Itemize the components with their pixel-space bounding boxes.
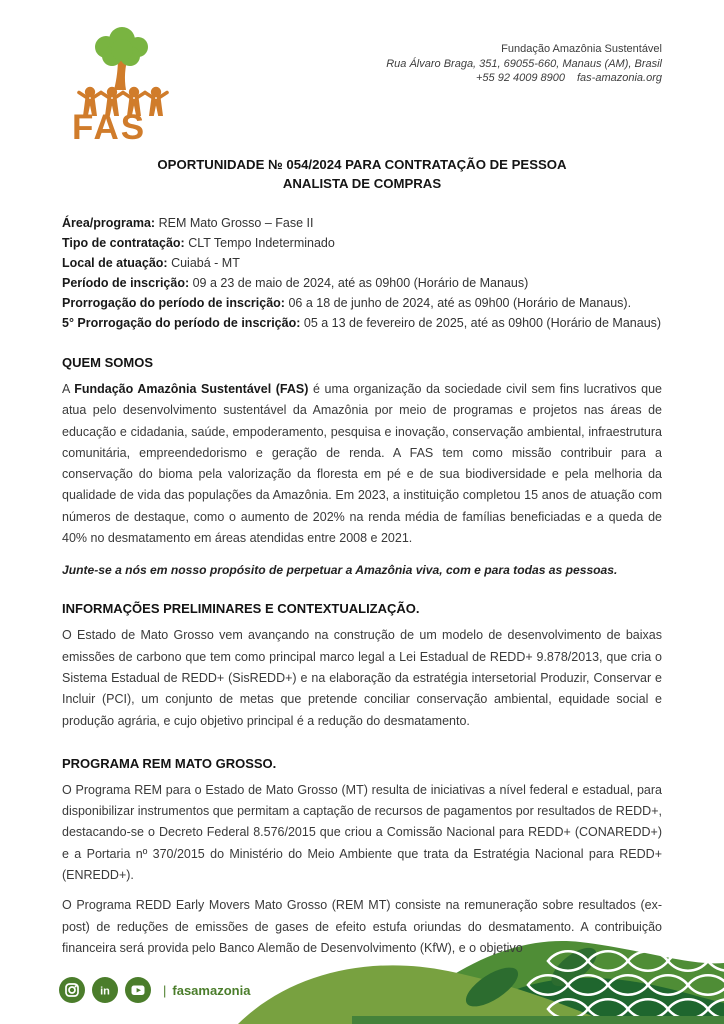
- fas-logo-icon: [62, 26, 180, 142]
- detail-value: REM Mato Grosso – Fase II: [158, 216, 314, 230]
- detail-row-prorrogacao-5: [62, 313, 662, 333]
- detail-row-prorrogacao: [62, 293, 662, 313]
- handle-divider: |: [163, 982, 167, 998]
- title-line-1: OPORTUNIDADE № 054/2024 PARA CONTRATAÇÃO DE PESSOA: [157, 157, 567, 172]
- paragraph-informacoes: O Estado de Mato Grosso vem avançando na construção de um modelo de desenvolvimento de baixas emissões de carbono que tem como principal marco legal a Lei Estadual de REDD+ 9.878/2013, que cria o Sistema Estadual de REDD+ (SisREDD+) e na elaboração da estratégia intersetorial Produzir, Conservar e Incluir (PCI), um conjunto de metas que pretende conciliar conservação ambiental, equidade social e produção agrária, e cujo objetivo principal é a redução do desmatamento.: [62, 628, 662, 728]
- linkedin-icon: [91, 976, 119, 1004]
- detail-row-contratacao: [62, 233, 662, 253]
- detail-label: Local de atuação:: [62, 256, 168, 270]
- paragraph-text: A: [62, 382, 75, 396]
- paragraph-programa-2: O Programa REDD Early Movers Mato Grosso (REM MT) consiste na remuneração sobre resultados (ex-post) de reduções de emissões de gases de efeito estufa oriundas do desmatamento. A contribuição financeira será provida pelo Banco Alemão de Desenvolvimento (KfW), e o objetivo: [62, 898, 662, 955]
- instagram-icon: [58, 976, 86, 1004]
- org-name: Fundação Amazônia Sustentável: [501, 43, 662, 55]
- org-contact-block: [386, 42, 662, 86]
- detail-label: Período de inscrição:: [62, 276, 190, 290]
- handle-text: fasamazonia: [172, 982, 251, 998]
- section-heading-informacoes: INFORMAÇÕES PRELIMINARES E CONTEXTUALIZAÇÃO.: [62, 601, 420, 617]
- detail-value: 05 a 13 de fevereiro de 2025, até as 09h00 (Horário de Manaus): [303, 316, 662, 330]
- page-title: [62, 155, 662, 193]
- detail-row-local: [62, 253, 662, 273]
- detail-label: Prorrogação do período de inscrição:: [62, 296, 285, 310]
- detail-value: 06 a 18 de junho de 2024, até as 09h00 (Horário de Manaus).: [288, 296, 632, 310]
- section-heading-programa: PROGRAMA REM MATO GROSSO.: [62, 755, 277, 771]
- social-handle: [163, 983, 250, 998]
- header: [62, 26, 662, 147]
- tagline: Junte-se a nós em nosso propósito de perpetuar a Amazônia viva, com e para todas as pessoas.: [62, 563, 618, 578]
- org-website: fas-amazonia.org: [577, 72, 662, 84]
- logo-text: FAS: [72, 108, 147, 142]
- detail-value: CLT Tempo Indeterminado: [188, 236, 335, 250]
- detail-label: Área/programa:: [62, 216, 156, 230]
- detail-label: Tipo de contratação:: [62, 236, 185, 250]
- title-line-2: ANALISTA DE COMPRAS: [282, 176, 442, 191]
- detail-row-area: [62, 213, 662, 233]
- paragraph-programa-1: O Programa REM para o Estado de Mato Grosso (MT) resulta de iniciativas a nível federal e estadual, para disponibilizar instrumentos que permitam a captação de recursos de pagamentos por resultados de REDD+, destacando-se o Decreto Federal 8.576/2015 que criou a Comissão Nacional para REDD+ (CONAREDD+) e a Portaria nº 370/2015 do Ministério do Meio Ambiente que trata da Estratégia Nacional para REDD+ (ENREDD+).: [62, 782, 662, 883]
- detail-label: 5° Prorrogação do período de inscrição:: [62, 316, 301, 330]
- fas-logo: [62, 26, 182, 147]
- section-heading-quem-somos: QUEM SOMOS: [62, 355, 154, 370]
- paragraph-bold-text: Fundação Amazônia Sustentável (FAS): [74, 382, 309, 396]
- footer-social-bar: [58, 976, 250, 1004]
- svg-text:in: in: [100, 985, 110, 998]
- paragraph-text: é uma organização da sociedade civil sem fins lucrativos que atua pelo desenvolvimento sustentável da Amazônia por meio de programas e projetos nas áreas de educação e cidadania, saúde, empoderamento, pesquisa e inovação, conservação ambiental, infraestrutura comunitária, empreendedorismo e geração de renda. A FAS tem como missão contribuir para a conservação do bioma pela valorização da floresta em pé e de sua biodiversidade e pela melhoria da qualidade de vida das populações da Amazônia. Em 2023, a instituição completou 15 anos de atuação com números de destaque, como o aumento de 202% na renda média de famílias beneficiadas e a queda de 40% no desmatamento em áreas atendidas entre 2008 e 2021.: [62, 382, 662, 546]
- org-phone: +55 92 4009 8900: [475, 72, 565, 84]
- detail-value: Cuiabá - MT: [171, 256, 240, 270]
- paragraph-quem-somos: [62, 379, 662, 549]
- detail-value: 09 a 23 de maio de 2024, até as 09h00 (Horário de Manaus): [192, 276, 529, 290]
- youtube-icon: [124, 976, 152, 1004]
- org-address: Rua Álvaro Braga, 351, 69055-660, Manaus (AM), Brasil: [386, 57, 662, 70]
- job-details: [62, 213, 662, 333]
- detail-row-periodo: [62, 273, 662, 293]
